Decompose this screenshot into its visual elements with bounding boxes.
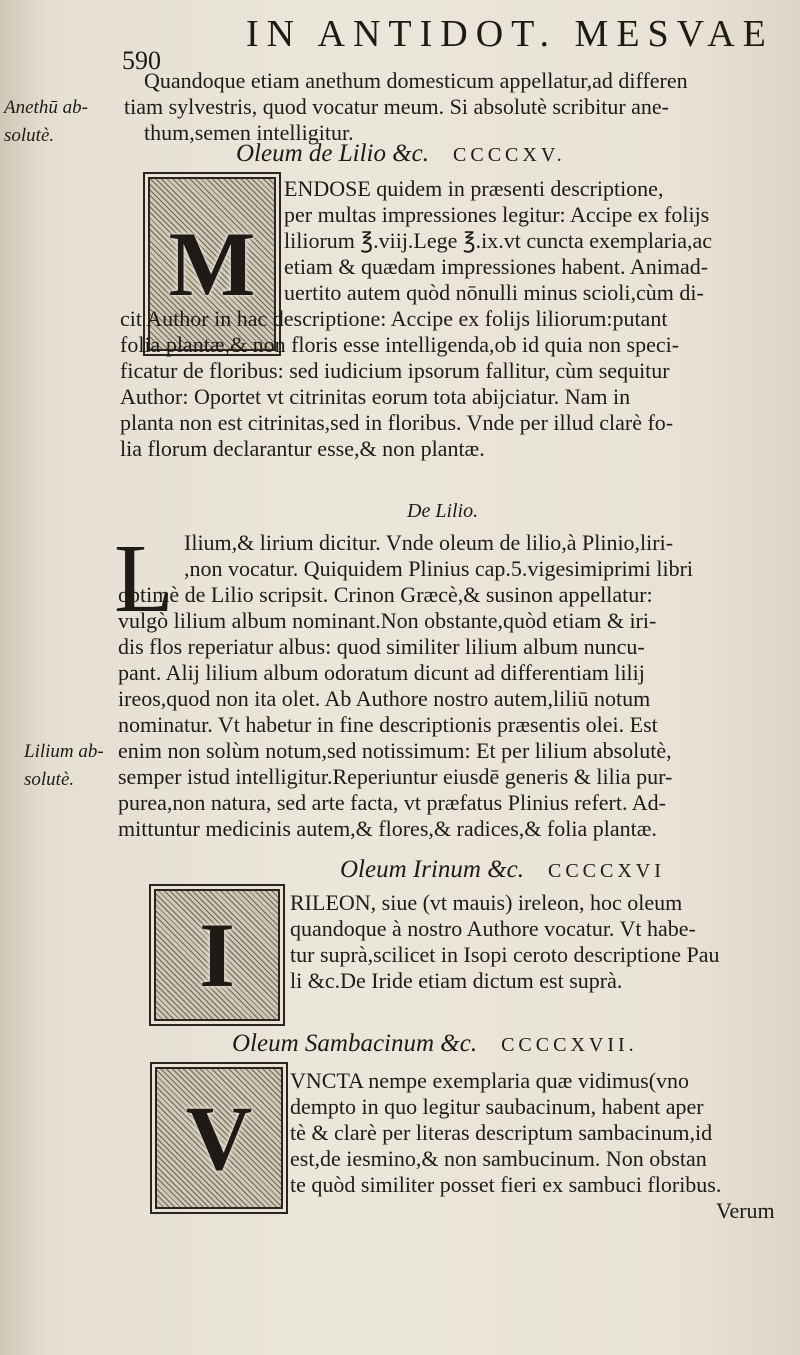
text-line: etiam & quædam impressiones habent. Animad- bbox=[284, 254, 709, 279]
text-line: purea,non natura, sed arte facta, vt præfatus Plinius refert. Ad- bbox=[118, 790, 666, 815]
text-line: quandoque à nostro Authore vocatur. Vt habe- bbox=[290, 916, 696, 941]
text-line: folia plantæ,& non floris esse intelligenda,ob id quia non speci- bbox=[120, 332, 680, 357]
text-line: ficatur de floribus: sed iudicium ipsorum fallitur, cùm sequitur bbox=[120, 358, 670, 383]
text-line: Ilium,& lirium dicitur. Vnde oleum de lilio,à Plinio,liri- bbox=[184, 530, 674, 555]
text-line: uertito autem quòd nōnulli minus scioli,cùm di- bbox=[284, 280, 704, 305]
text-line: VNCTA nempe exemplaria quæ vidimus(vno bbox=[290, 1068, 690, 1093]
intro-line: tiam sylvestris, quod vocatur meum. Si absolutè scribitur ane- bbox=[124, 94, 670, 119]
text-line: ,non vocatur. Quiquidem Plinius cap.5.vigesimiprimi libri bbox=[184, 556, 694, 581]
text-line: ireos,quod non ita olet. Ab Authore nostro autem,liliū notum bbox=[118, 686, 651, 711]
drop-cap: L bbox=[114, 525, 174, 633]
intro-line: Quandoque etiam anethum domesticum appellatur,ad differen bbox=[144, 68, 688, 93]
text-line: dempto in quo legitur saubacinum, habent aper bbox=[290, 1094, 704, 1119]
section-title: Oleum Irinum &c. CCCCXVI bbox=[340, 856, 665, 883]
text-line: te quòd similiter posset fieri ex sambuci floribus. bbox=[290, 1172, 722, 1197]
text-line: tè & clarè per literas descriptum sambacinum,id bbox=[290, 1120, 713, 1145]
text-line: tur suprà,scilicet in Isopi ceroto descriptione Pau bbox=[290, 942, 720, 967]
text-line: lia florum declarantur esse,& non plantæ. bbox=[120, 436, 485, 461]
text-line: optimè de Lilio scripsit. Crinon Græcè,& susinon appellatur: bbox=[118, 582, 653, 607]
text-line: Author: Oportet vt citrinitas eorum tota abijciatur. Nam in bbox=[120, 384, 631, 409]
running-head: IN ANTIDOT. MESVAE bbox=[246, 13, 774, 55]
text-line: vulgò lilium album nominant.Non obstante,quòd etiam & iri- bbox=[118, 608, 657, 633]
section-title: Oleum de Lilio &c. CCCCXV. bbox=[236, 140, 566, 167]
woodcut-initial: V bbox=[150, 1062, 288, 1214]
text-line: ENDOSE quidem in præsenti descriptione, bbox=[284, 176, 664, 201]
catchword: Verum bbox=[716, 1198, 775, 1223]
text-line: est,de iesmino,& non sambucinum. Non obstan bbox=[290, 1146, 707, 1171]
intro-line: thum,semen intelligitur. bbox=[144, 120, 354, 145]
text-line: semper istud intelligitur.Reperiuntur eiusdē generis & lilia pur- bbox=[118, 764, 673, 789]
text-line: nominatur. Vt habetur in fine descriptionis præsentis olei. Est bbox=[118, 712, 658, 737]
margin-note: Lilium ab- solutè. bbox=[24, 741, 104, 790]
margin-note: Anethū ab- solutè. bbox=[4, 97, 88, 146]
text-line: li &c.De Iride etiam dictum est suprà. bbox=[290, 968, 623, 993]
text-line: mittuntur medicinis autem,& flores,& radices,& folia plantæ. bbox=[118, 816, 657, 841]
text-line: cit Author in hac descriptione: Accipe ex folijs liliorum:putant bbox=[120, 306, 668, 331]
text-line: per multas impressiones legitur: Accipe ex folijs bbox=[284, 202, 710, 227]
page-number: 590 bbox=[122, 46, 161, 75]
text-line: enim non solùm notum,sed notissimum: Et per lilium absolutè, bbox=[118, 738, 672, 763]
section-title: Oleum Sambacinum &c. CCCCXVII. bbox=[232, 1030, 638, 1057]
subsection-title: De Lilio. bbox=[407, 500, 479, 522]
woodcut-initial: I bbox=[149, 884, 285, 1026]
text-line: dis flos reperiatur albus: quod similiter lilium album nuncu- bbox=[118, 634, 645, 659]
text-line: liliorum ℥.viij.Lege ℥.ix.vt cuncta exemplaria,ac bbox=[284, 228, 712, 253]
text-line: RILEON, siue (vt mauis) ireleon, hoc oleum bbox=[290, 890, 683, 915]
text-line: planta non est citrinitas,sed in floribus. Vnde per illud clarè fo- bbox=[120, 410, 674, 435]
text-line: pant. Alij lilium album odoratum dicunt ad differentiam lilij bbox=[118, 660, 645, 685]
woodcut-initial: M bbox=[143, 172, 281, 356]
